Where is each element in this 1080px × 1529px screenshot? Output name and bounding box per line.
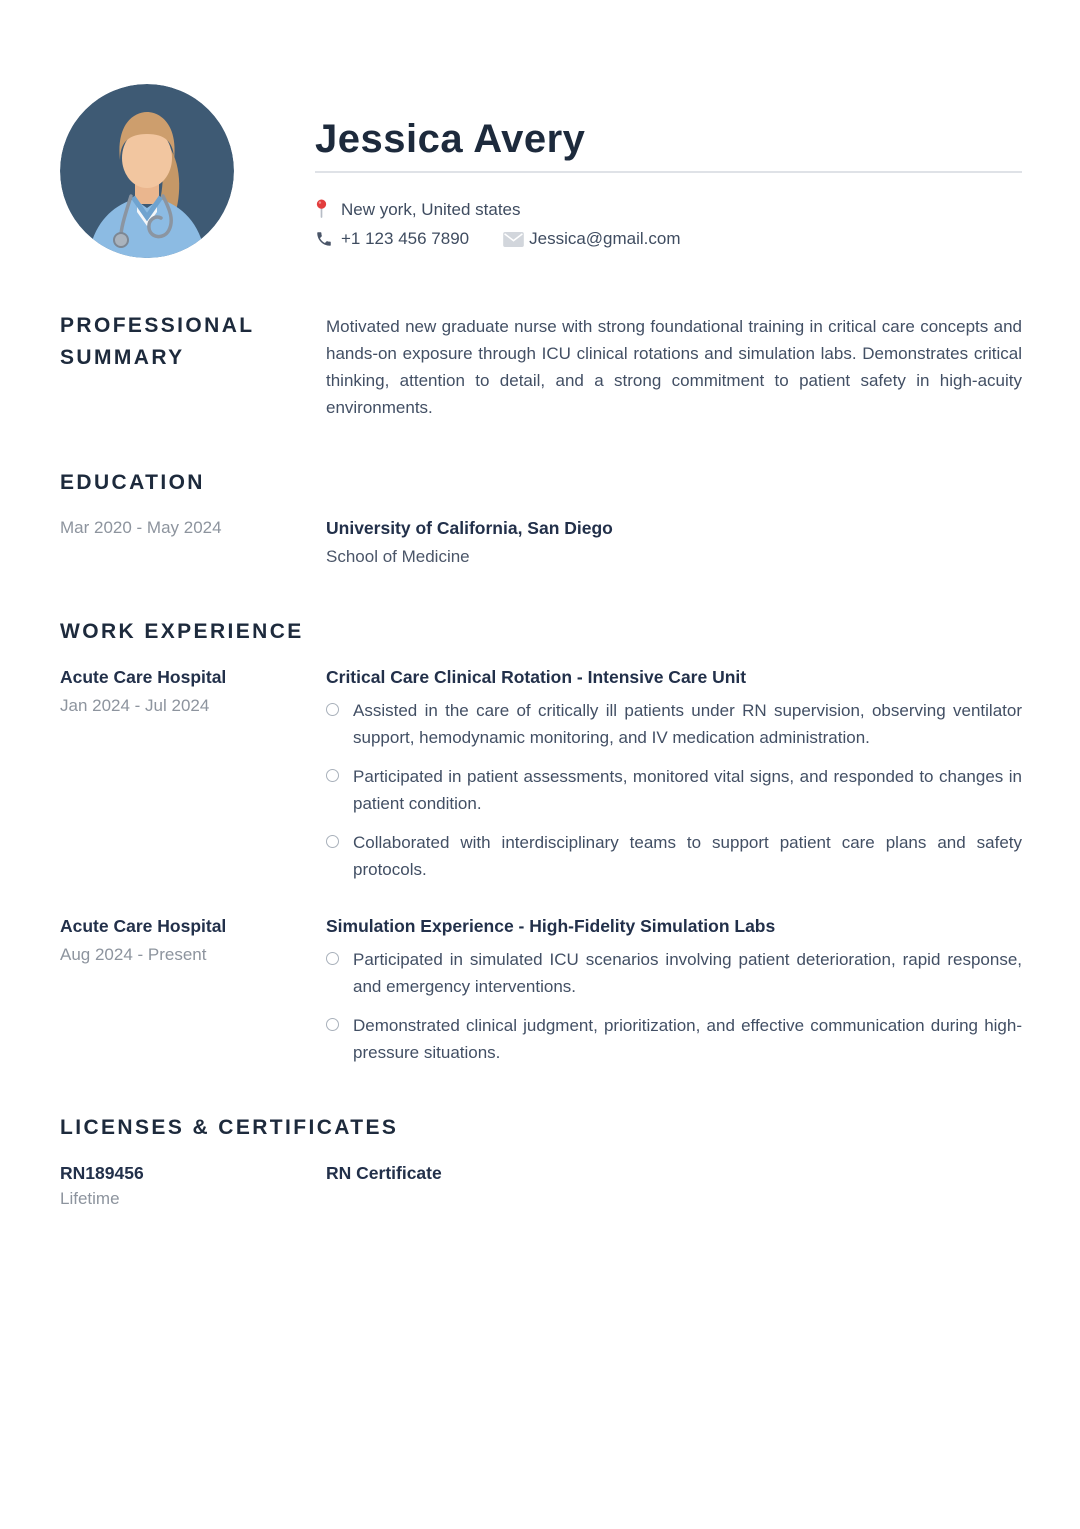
job2-company: Acute Care Hospital <box>60 916 227 936</box>
job-entry-2 <box>60 913 1022 1066</box>
bullet-item <box>326 946 1022 1000</box>
profile-photo-illustration <box>60 84 234 258</box>
education-heading: EDUCATION <box>60 471 205 494</box>
licenses-heading: LICENSES & CERTIFICATES <box>60 1116 399 1139</box>
phone-text: +1 123 456 7890 <box>341 229 470 248</box>
license-validity: Lifetime <box>60 1189 120 1208</box>
job1-bullets <box>326 697 1022 883</box>
job1-bullet1-text: Assisted in the care of critically ill patients under RN supervision, observing ventilator support, hemodynamic monitoring, and IV medication administration. <box>353 701 1022 747</box>
education-degree: School of Medicine <box>326 547 470 566</box>
job1-company: Acute Care Hospital <box>60 667 227 687</box>
work-heading: WORK EXPERIENCE <box>60 620 304 643</box>
bullet-circle-icon <box>326 952 339 965</box>
job2-bullets <box>326 946 1022 1066</box>
job2-bullet1-text: Participated in simulated ICU scenarios involving patient deterioration, rapid response, and emergency interventions. <box>353 950 1022 996</box>
job1-dates: Jan 2024 - Jul 2024 <box>60 696 210 715</box>
bullet-item <box>326 697 1022 751</box>
bullet-item <box>326 829 1022 883</box>
bullet-circle-icon <box>326 1018 339 1031</box>
bullet-item <box>326 763 1022 817</box>
job2-dates: Aug 2024 - Present <box>60 945 207 964</box>
avatar <box>60 84 234 258</box>
location-row <box>315 199 1022 220</box>
phone-icon <box>315 230 341 248</box>
job1-bullet2-text: Participated in patient assessments, monitored vital signs, and responded to changes in patient condition. <box>353 767 1022 813</box>
job2-bullet2-text: Demonstrated clinical judgment, prioritization, and effective communication during high-pressure situations. <box>353 1016 1022 1062</box>
location-text: New york, United states <box>341 199 521 219</box>
job1-title: Critical Care Clinical Rotation - Intensive Care Unit <box>326 667 747 687</box>
summary-heading: PROFESSIONAL SUMMARY <box>60 314 255 369</box>
education-dates: Mar 2020 - May 2024 <box>60 518 222 537</box>
section-work-experience <box>60 616 1022 1066</box>
bullet-circle-icon <box>326 703 339 716</box>
section-licenses <box>60 1112 1022 1212</box>
email-text: Jessica@gmail.com <box>529 229 681 248</box>
job2-title: Simulation Experience - High-Fidelity Simulation Labs <box>326 916 776 936</box>
license-entry <box>60 1160 1022 1212</box>
bullet-circle-icon <box>326 835 339 848</box>
license-number: RN189456 <box>60 1163 144 1183</box>
bullet-item <box>326 1012 1022 1066</box>
section-professional-summary <box>60 310 1022 421</box>
header <box>60 84 1022 258</box>
job-entry-1 <box>60 664 1022 883</box>
phone-email-row <box>315 229 1022 249</box>
name-divider <box>315 171 1022 173</box>
job1-bullet3-text: Collaborated with interdisciplinary teams to support patient care plans and safety protocols. <box>353 833 1022 879</box>
header-info <box>315 84 1022 249</box>
bullet-circle-icon <box>326 769 339 782</box>
education-school: University of California, San Diego <box>326 518 613 538</box>
phone-item <box>315 229 469 249</box>
person-name: Jessica Avery <box>315 117 586 161</box>
section-education <box>60 467 1022 570</box>
email-item <box>503 229 680 249</box>
license-name: RN Certificate <box>326 1163 442 1183</box>
summary-text: Motivated new graduate nurse with strong foundational training in critical care concepts and hands-on exposure through ICU clinical rotations and simulation labs. Demonstrates critical thinking, attention to detail, and a strong commitment to patient safety in high-acuity environments. <box>326 317 1022 417</box>
contact-block <box>315 199 1022 249</box>
location-pin-icon <box>315 199 341 220</box>
email-envelope-icon <box>503 232 529 247</box>
education-entry <box>60 515 1022 570</box>
